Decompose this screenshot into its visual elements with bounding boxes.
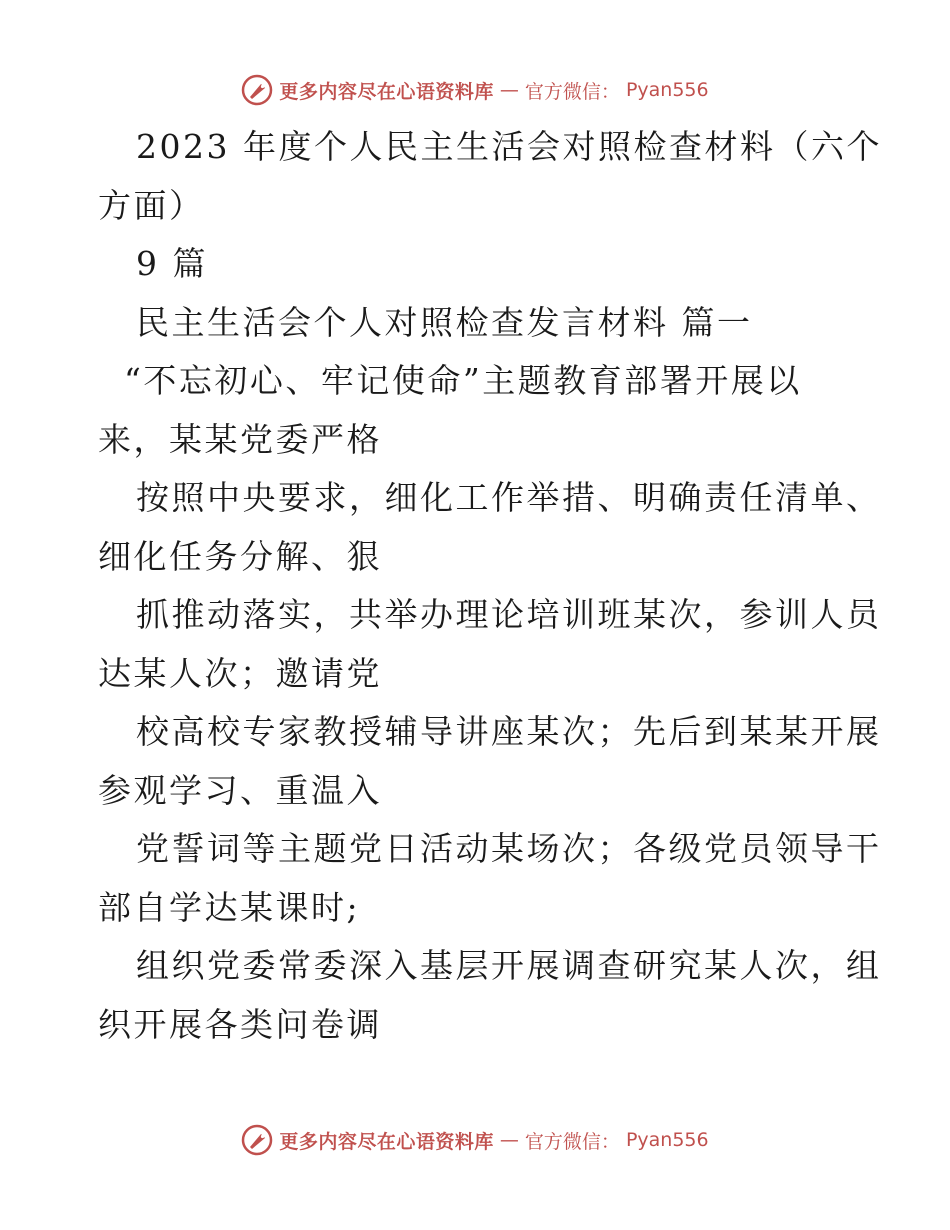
banner-title: 更多内容尽在心语资料库	[279, 80, 494, 103]
doc-paragraph-line: 织开展各类问卷调	[98, 1004, 382, 1044]
doc-paragraph-line: 来，某某党委严格	[98, 419, 382, 459]
doc-paragraph-line: 达某人次；邀请党	[98, 653, 382, 693]
doc-paragraph-line: 组织党委常委深入基层开展调查研究某人次，组	[136, 946, 882, 985]
doc-paragraph-line: 党誓词等主题党日活动某场次；各级党员领导干	[136, 829, 882, 868]
banner-dash: —	[499, 79, 519, 101]
header-banner	[0, 70, 950, 110]
pen-nib-logo-icon	[241, 74, 273, 106]
doc-paragraph-line: “不忘初心、牢记使命”主题教育部署开展以	[124, 361, 802, 400]
banner-official-label: 官方微信：	[524, 80, 620, 103]
banner-dash: —	[499, 1129, 519, 1151]
pen-nib-logo-icon	[241, 1124, 273, 1156]
doc-paragraph-line: 参观学习、重温入	[98, 770, 382, 810]
doc-paragraph-line: 校高校专家教授辅导讲座某次；先后到某某开展	[136, 712, 882, 751]
footer-banner	[0, 1120, 950, 1160]
doc-title-line-2: 方面）	[98, 185, 205, 225]
banner-official-label: 官方微信：	[524, 1130, 620, 1153]
doc-paragraph-line: 细化任务分解、狠	[98, 536, 382, 576]
document-body	[98, 118, 882, 1054]
banner-wechat-id: Pyan556	[625, 1129, 709, 1151]
doc-title-line-1: 2023 年度个人民主生活会对照检查材料（六个	[136, 127, 882, 166]
doc-section-heading: 民主生活会个人对照检查发言材料 篇一	[136, 302, 753, 342]
banner-title: 更多内容尽在心语资料库	[279, 1130, 494, 1153]
banner-wechat-id: Pyan556	[625, 79, 709, 101]
doc-paragraph-line: 部自学达某课时;	[98, 887, 361, 927]
doc-paragraph-line: 抓推动落实，共举办理论培训班某次，参训人员	[136, 595, 882, 634]
doc-paragraph-line: 按照中央要求，细化工作举措、明确责任清单、	[136, 478, 882, 517]
doc-count-line: 9 篇	[136, 244, 208, 283]
